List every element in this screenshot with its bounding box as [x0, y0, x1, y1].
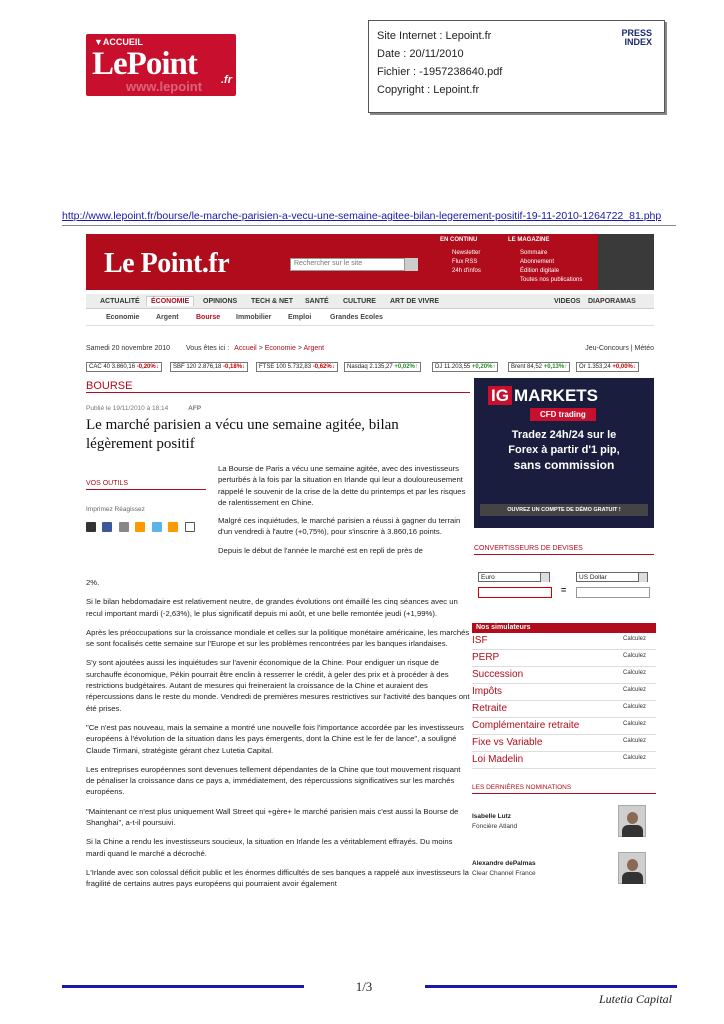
press-index-line1: PRESS — [621, 28, 652, 38]
ticker-label: DJ 11.203,55 — [435, 364, 471, 370]
simulator-row[interactable] — [472, 651, 656, 667]
article-paragraph: Les entreprises européennes sont devenues tellement dépendantes de la Chine que tout mouvement risquant de pénaliser la croissance dans ce pays a, immédiatement, des répercussions significatives sur les marchés européens. — [86, 764, 461, 797]
currency-to-select[interactable] — [576, 572, 648, 582]
ad-line: Tradez 24h/24 sur le — [511, 429, 617, 441]
lepoint-logo — [86, 34, 236, 96]
currency-from-select[interactable] — [478, 572, 550, 582]
magazine-link[interactable]: Abonnement — [520, 259, 555, 265]
ticker-label: Brent 84,52 — [511, 364, 543, 370]
ad-line: Forex à partir d'1 pip, — [508, 444, 620, 456]
simulator-row[interactable] — [472, 634, 656, 650]
article-paragraph: S'y sont ajoutées aussi les inquiétudes sur l'avenir économique de la Chine. Pour endiguer un risque de surchauffe économique, Pékin pourrait être enclin à resserrer le crédit, à geler des prix et à procéder à des restrictions budgétaires. Autant de mesures qui freineraient la croissance de la Chine et auraient des répercussions dans le reste du monde. Vendredi de premières mesures restrictives sur l'activité des banques ont été prises. — [86, 658, 470, 713]
simulator-name[interactable]: Impôts — [472, 686, 503, 697]
footer-subject: Lutetia Capital — [598, 992, 672, 1006]
subnav-item[interactable]: Grandes Ecoles — [330, 314, 383, 321]
twitter-icon[interactable] — [152, 522, 162, 532]
share-icon[interactable] — [119, 522, 129, 532]
document-info-box — [368, 20, 665, 113]
chevron-down-icon — [638, 573, 647, 582]
simulator-calc-link[interactable]: Calculez — [622, 687, 646, 693]
url-divider — [62, 225, 676, 226]
article-intro — [218, 463, 468, 563]
blogger-icon[interactable] — [168, 522, 178, 532]
article-paragraph: La Bourse de Paris a vécu une semaine agitée, avec des investisseurs perturbés à la fois par la situation en Irlande qui leur a douloureusement rappelé le souvenir de la crise de la dette du printemps et par les risques de ralentissement en Chine. — [218, 464, 466, 507]
simulator-row[interactable] — [472, 685, 656, 701]
subnav-item[interactable]: Emploi — [288, 314, 312, 321]
site-logo[interactable]: Le Point.fr — [104, 248, 230, 279]
amount-from-input[interactable] — [478, 587, 552, 598]
date-breadcrumb-row — [86, 345, 654, 352]
ticker-label: FTSE 100 5.732,83 — [259, 364, 312, 370]
press-index-line2: INDEX — [624, 37, 652, 47]
simulator-calc-link[interactable]: Calculez — [622, 670, 646, 676]
published-line — [86, 405, 201, 412]
article-title: Le marché parisien a vécu une semaine agitée, bilan légèrement positif — [86, 417, 399, 452]
jeu-meteo-links[interactable]: Jeu-Concours | Météo — [585, 345, 654, 352]
currency-converter-title: CONVERTISSEURS DE DEVISES — [474, 545, 654, 555]
published-date: Publié le 19/11/2010 à 18:14 — [86, 405, 169, 412]
nav-item[interactable]: ART DE VIVRE — [390, 298, 440, 305]
ad-brand — [488, 386, 598, 406]
ticker-label: CAC 40 3.860,16 — [89, 364, 136, 370]
footer-rule-right — [425, 985, 677, 988]
market-ticker — [86, 362, 646, 372]
simulator-name[interactable]: Loi Madelin — [472, 754, 524, 765]
simulator-name[interactable]: PERP — [472, 652, 500, 663]
ticker-label: Or 1.353,24 — [579, 364, 611, 370]
info-file: Fichier : -1957238640.pdf — [377, 66, 503, 78]
sub-nav — [86, 310, 654, 326]
simulator-row[interactable] — [472, 719, 656, 735]
article-paragraph: Depuis le début de l'année le marché est en repli de près de — [218, 545, 423, 555]
search-button[interactable] — [404, 258, 418, 271]
en-continu-link[interactable]: Newsletter — [452, 250, 481, 256]
magazine-title: LE MAGAZINE — [508, 237, 550, 243]
rss-icon[interactable] — [135, 522, 145, 532]
article-paragraph: Malgré ces inquiétudes, le marché parisien a réussi à gagner du terrain d'un vendredi à l'autre (+0,75%), pour s'inscrire à 3.860,16 points. — [218, 516, 461, 537]
search-input[interactable]: Rechercher sur le site — [290, 258, 418, 271]
nomination-name[interactable]: Isabelle Lutz — [472, 813, 512, 820]
share-icons — [86, 519, 206, 531]
nav-item[interactable]: ACTUALITÉ — [100, 298, 140, 305]
en-continu-title: EN CONTINU — [440, 237, 478, 243]
simulator-row[interactable] — [472, 668, 656, 684]
tools-panel — [86, 480, 206, 531]
simulator-calc-link[interactable]: Calculez — [622, 653, 646, 659]
nomination-item[interactable] — [472, 850, 656, 892]
breadcrumb-sep: > — [297, 345, 302, 352]
simulator-row[interactable] — [472, 702, 656, 718]
section-title: BOURSE — [86, 380, 133, 392]
press-index-logo — [621, 29, 652, 47]
simulator-name[interactable]: Retraite — [472, 703, 508, 714]
ticker-item[interactable] — [432, 362, 498, 372]
current-date: Samedi 20 novembre 2010 — [86, 345, 171, 352]
subnav-item-active[interactable]: Bourse — [196, 314, 221, 321]
nav-item-active[interactable]: ÉCONOMIE — [146, 296, 194, 306]
info-date: Date : 20/11/2010 — [377, 48, 464, 60]
en-continu-menu — [440, 236, 502, 276]
ad-line: sans commission — [513, 458, 615, 472]
ticker-change: +0,00%↓ — [612, 364, 636, 370]
ticker-change: +0,13%↑ — [543, 364, 568, 370]
info-copyright: Copyright : Lepoint.fr — [377, 84, 480, 96]
footer-rule-left — [62, 985, 304, 988]
nomination-org: Clear Channel France — [472, 870, 536, 877]
simulator-calc-link[interactable]: Calculez — [622, 721, 646, 727]
ad-cta-button[interactable]: OUVREZ UN COMPTE DE DÉMO GRATUIT ! — [480, 504, 648, 516]
article-paragraph: L'Irlande avec son colossal déficit public et les énormes difficultés de ses banques a rappelé aux investisseurs la fragilité de certains autres pays européens qui pourraient avoir également — [86, 867, 469, 889]
tools-links[interactable]: Imprimez Réagissez — [86, 506, 145, 513]
simulator-row[interactable] — [472, 753, 656, 769]
logo-suffix: .fr — [221, 74, 232, 86]
nomination-org: Foncière Atland — [472, 823, 518, 830]
ticker-item[interactable] — [576, 362, 639, 372]
subnav-item[interactable]: Economie — [106, 314, 140, 321]
nomination-item[interactable] — [472, 803, 656, 845]
magazine-menu — [508, 236, 594, 285]
simulator-name[interactable]: Complémentaire retraite — [472, 720, 580, 731]
ticker-item[interactable] — [256, 362, 338, 372]
en-continu-link[interactable]: 24h d'infos — [452, 268, 481, 274]
breadcrumb-link[interactable]: Economie — [264, 345, 296, 352]
nav-item[interactable]: DIAPORAMAS — [588, 298, 636, 305]
simulator-calc-link[interactable]: Calculez — [622, 738, 646, 744]
simulator-calc-link[interactable]: Calculez — [622, 704, 646, 710]
nav-item[interactable]: CULTURE — [343, 298, 376, 305]
breadcrumb-label: Vous êtes ici : — [186, 345, 230, 352]
en-continu-link[interactable]: Flux RSS — [452, 259, 478, 265]
breadcrumb-link[interactable]: Argent — [303, 345, 325, 352]
ticker-change: -0,18%↓ — [223, 364, 246, 370]
ad-headline — [474, 428, 654, 473]
source-url[interactable]: http://www.lepoint.fr/bourse/le-marche-parisien-a-vecu-une-semaine-agitee-bilan-legerement-positif-19-11-2010-1264722_81.php — [62, 210, 662, 222]
article-paragraph: Si le bilan hebdomadaire est relativement neutre, de grandes évolutions ont émaillé les cinq séances avec un recul important mardi (-2,63%), le plus significatif depuis mi août, et une belle remontée jeudi (+1,99%). — [86, 597, 458, 618]
ticker-item[interactable] — [86, 362, 162, 372]
article-paragraph: Après les préoccupations sur la croissance mondiale et celles sur la politique monétaire américaine, les marchés se sont focalisés cette semaine sur l'Europe et sur les problèmes rencontrées par les banques irlandaises. — [86, 627, 470, 649]
main-nav — [86, 294, 654, 309]
nomination-name[interactable]: Alexandre dePalmas — [472, 860, 536, 867]
simulator-name[interactable]: Fixe vs Variable — [472, 737, 543, 748]
ad-cfd-badge: CFD trading — [530, 408, 596, 421]
email-icon[interactable] — [185, 522, 195, 532]
chevron-down-icon — [540, 573, 549, 582]
nomination-photo — [618, 805, 646, 837]
amount-to-input[interactable] — [576, 587, 650, 598]
facebook-icon[interactable] — [102, 522, 112, 532]
nav-item[interactable]: OPINIONS — [203, 298, 238, 305]
page-number: 1/3 — [355, 979, 373, 994]
article-source: AFP — [188, 405, 202, 412]
ticker-change: +0,02%↑ — [394, 364, 418, 370]
ticker-label: Nasdaq 2.135,27 — [347, 364, 393, 370]
tools-title: VOS OUTILS — [86, 480, 206, 490]
nav-item[interactable]: TECH & NET — [251, 298, 293, 305]
currency-from-value: Euro — [481, 574, 495, 581]
ticker-item[interactable] — [170, 362, 248, 372]
nominations-title: LES DERNIÈRES NOMINATIONS — [472, 784, 656, 794]
nav-item[interactable]: VIDEOS — [554, 298, 581, 305]
breadcrumb-link[interactable]: Accueil — [234, 345, 257, 352]
article-body — [86, 577, 470, 898]
subnav-item[interactable]: Argent — [156, 314, 179, 321]
equals-sign: = — [561, 585, 567, 595]
simulators-title: Nos simulateurs — [472, 623, 656, 633]
article-paragraph: "Ce n'est pas nouveau, mais la semaine a montré une nouvelle fois l'importance accordée par les investisseurs européens à l'évolution de la situation dans les pays émergents, dont la Chine est le fer de lance", a souligné Claude Tirmani, stratégiste gérant chez Lutetia Capital. — [86, 722, 464, 755]
article-paragraph: 2%. — [86, 578, 100, 587]
ad-brand-ig: IG — [488, 386, 512, 405]
info-site: Site Internet : Lepoint.fr — [377, 30, 492, 42]
ig-markets-ad[interactable] — [474, 378, 654, 528]
logo-accueil: ▼ACCUEIL — [94, 37, 143, 47]
nomination-photo — [618, 852, 646, 884]
simulator-name[interactable]: ISF — [472, 635, 488, 646]
simulator-calc-link[interactable]: Calculez — [622, 636, 646, 642]
ticker-item[interactable] — [508, 362, 570, 372]
simulator-calc-link[interactable]: Calculez — [622, 755, 646, 761]
delicious-icon[interactable] — [86, 522, 96, 532]
ad-brand-rest: MARKETS — [513, 386, 599, 405]
article-paragraph: Si la Chine a rendu les investisseurs soucieux, la situation en Irlande les a véritablement effrayés. Du moins mardi quand le marché a décroché. — [86, 837, 453, 858]
logo-brand: LePoint — [92, 46, 197, 82]
ticker-change: -0,20%↓ — [136, 364, 159, 370]
ticker-change: -0,62%↓ — [312, 364, 335, 370]
simulator-row[interactable] — [472, 736, 656, 752]
breadcrumb-sep: > — [258, 345, 263, 352]
ticker-label: SBF 120 2.876,18 — [173, 364, 222, 370]
subnav-item[interactable]: Immobilier — [236, 314, 272, 321]
currency-to-value: US Dollar — [579, 574, 607, 581]
section-divider — [86, 392, 470, 393]
ticker-change: +0,20%↑ — [471, 364, 496, 370]
article-paragraph: "Maintenant ce n'est plus uniquement Wall Street qui +gère+ le marché parisien mais c'est aussi la Bourse de Shanghai", a-t-il poursuivi. — [86, 806, 459, 828]
nav-item[interactable]: SANTÉ — [305, 298, 329, 305]
simulator-name[interactable]: Succession — [472, 669, 524, 680]
magazine-link[interactable]: Édition digitale — [520, 268, 560, 274]
magazine-link[interactable]: Toutes nos publications — [520, 277, 583, 283]
logo-watermark: www.lepoint — [126, 79, 203, 94]
magazine-link[interactable]: Sommaire — [520, 250, 548, 256]
site-header-dark-panel — [598, 234, 654, 290]
ticker-item[interactable] — [344, 362, 421, 372]
